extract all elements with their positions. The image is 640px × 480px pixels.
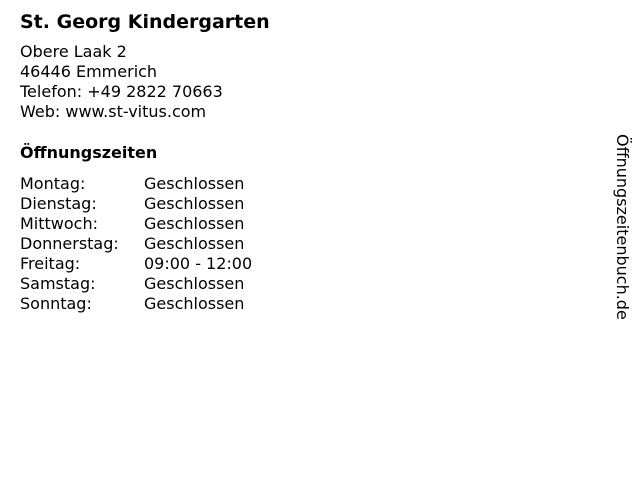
hours-time: Geschlossen	[144, 214, 245, 233]
hours-time: Geschlossen	[144, 234, 245, 253]
hours-time: Geschlossen	[144, 194, 245, 213]
business-name: St. Georg Kindergarten	[20, 11, 270, 33]
street: Obere Laak 2	[20, 42, 127, 61]
hours-day: Mittwoch:	[20, 214, 98, 233]
hours-time: Geschlossen	[144, 294, 245, 313]
hours-row	[20, 294, 580, 314]
address-block	[20, 42, 580, 122]
hours-row	[20, 254, 580, 274]
website: Web: www.st-vitus.com	[20, 102, 207, 121]
hours-day: Sonntag:	[20, 294, 92, 313]
hours-time: 09:00 - 12:00	[144, 254, 253, 273]
city: 46446 Emmerich	[20, 62, 158, 81]
hours-row	[20, 174, 580, 194]
hours-heading: Öffnungszeiten	[20, 143, 158, 162]
hours-row	[20, 274, 580, 294]
phone: Telefon: +49 2822 70663	[20, 82, 223, 101]
hours-table	[20, 174, 580, 314]
hours-day: Montag:	[20, 174, 86, 193]
hours-time: Geschlossen	[144, 274, 245, 293]
hours-row	[20, 194, 580, 214]
hours-day: Dienstag:	[20, 194, 97, 213]
hours-row	[20, 234, 580, 254]
hours-day: Freitag:	[20, 254, 81, 273]
hours-day: Samstag:	[20, 274, 96, 293]
hours-row	[20, 214, 580, 234]
hours-day: Donnerstag:	[20, 234, 119, 253]
hours-time: Geschlossen	[144, 174, 245, 193]
business-card	[20, 10, 580, 314]
watermark-text: Öffnungszeitenbuch.de	[613, 134, 632, 320]
